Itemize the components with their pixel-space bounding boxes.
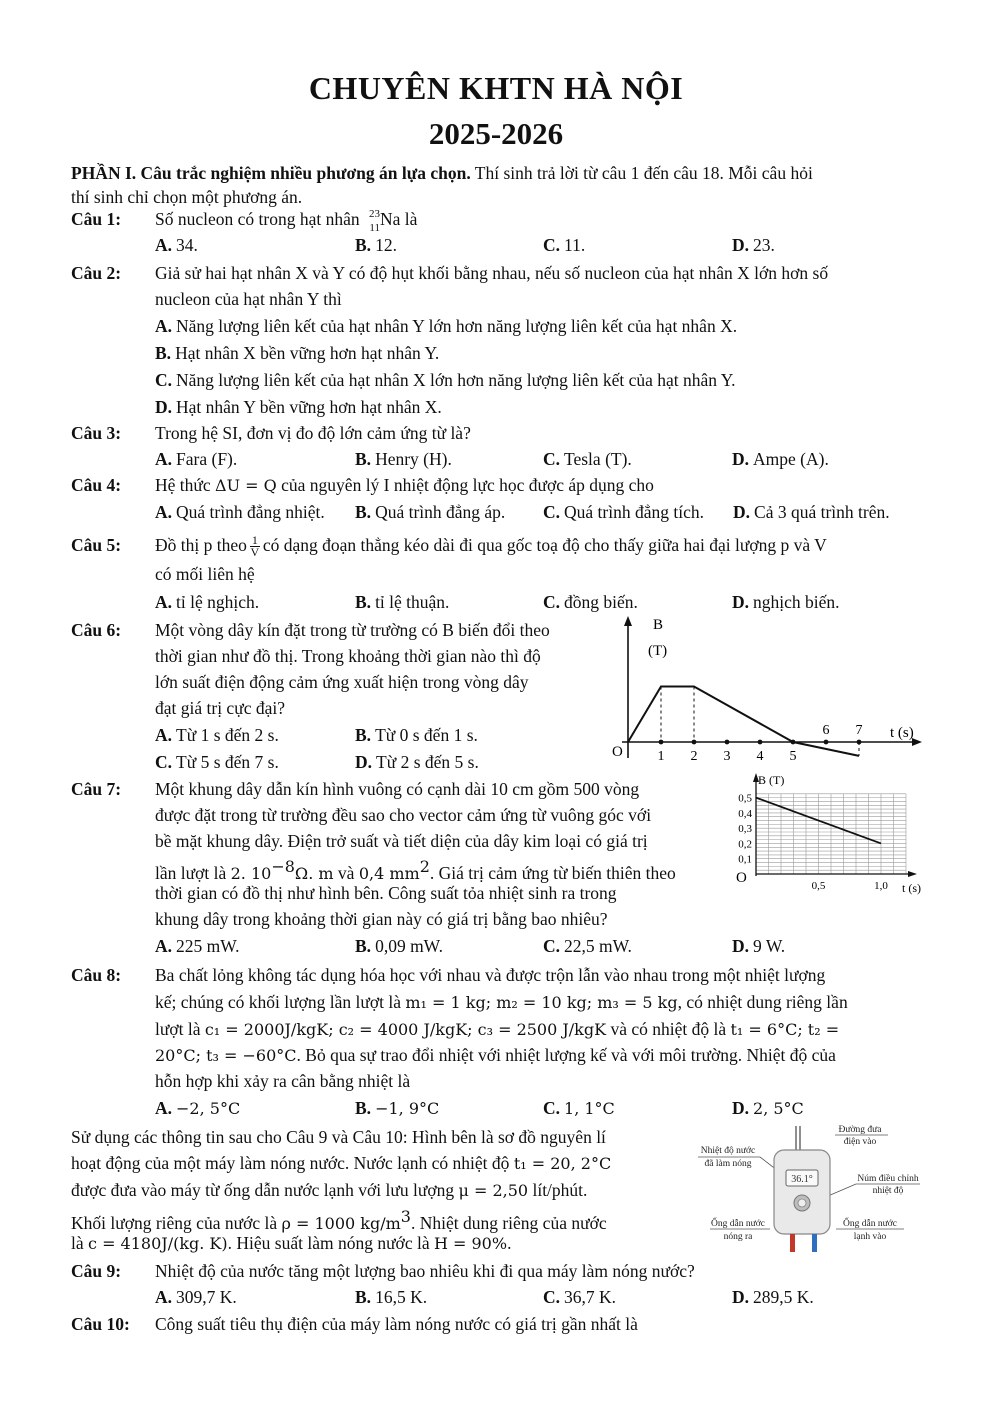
q1-text: Số nucleon có trong hạt nhân 23 11 Na là	[155, 207, 418, 234]
q5-option-c[interactable]: C. đồng biến.	[543, 592, 638, 612]
q7-text-6: khung dây trong khoảng thời gian này có giá trị bằng bao nhiêu?	[155, 909, 608, 929]
q7-label: Câu 7:	[71, 779, 122, 799]
q9-text: Nhiệt độ của nước tăng một lượng bao nhiêu khi đi qua máy làm nóng nước?	[155, 1261, 695, 1281]
q9-label: Câu 9:	[71, 1261, 122, 1281]
part1-instruction-2: thí sinh chỉ chọn một phương án.	[71, 187, 303, 207]
q9-option-b[interactable]: B. 16,5 K.	[355, 1287, 428, 1307]
q9-option-a[interactable]: A. 309,7 K.	[155, 1287, 237, 1307]
q2-option-a[interactable]: A. Năng lượng liên kết của hạt nhân Y lớn hơn năng lượng liên kết của hạt nhân X.	[155, 316, 738, 336]
heater-label-hot-1: Nhiệt độ nước	[700, 1146, 756, 1156]
q3-option-c[interactable]: C. Tesla (T).	[543, 449, 632, 469]
q10-label: Câu 10:	[71, 1314, 130, 1334]
q8-text-2: kế; chúng có khối lượng lần lượt là m₁ = 1 kg; m₂ = 10 kg; m₃ = 5 kg, có nhiệt dung riêng lần	[155, 992, 848, 1012]
shared-text-3: được đưa vào máy từ ống dẫn nước lạnh với lưu lượng μ = 2,50 lít/phút.	[71, 1180, 588, 1200]
x-tick-label: 0,5	[811, 880, 826, 892]
x-tick-label-2: 2	[690, 749, 698, 764]
q6-option-d[interactable]: D. Từ 2 s đến 5 s.	[355, 752, 479, 772]
heater-label-hot-2: đã làm nóng	[704, 1159, 752, 1169]
x-axis-label: t (s)	[902, 881, 921, 895]
y-axis-arrow-icon	[624, 616, 632, 626]
q6-option-c[interactable]: C. Từ 5 s đến 7 s.	[155, 752, 279, 772]
q8-text-3: lượt là c₁ = 2000J/kgK; c₂ = 4000 J/kgK; c₃ = 2500 J/kgK và có nhiệt độ là t₁ = 6°C; t₂ =	[155, 1019, 840, 1039]
q2-option-b[interactable]: B. Hạt nhân X bền vững hơn hạt nhân Y.	[155, 343, 440, 363]
q6-label: Câu 6:	[71, 620, 122, 640]
q6-option-b[interactable]: B. Từ 0 s đến 1 s.	[355, 725, 478, 745]
q3-option-d[interactable]: D. Ampe (A).	[732, 449, 829, 469]
q8-label: Câu 8:	[71, 965, 122, 985]
q2-label: Câu 2:	[71, 263, 122, 283]
shared-text-2: hoạt động của một máy làm nóng nước. Nước lạnh có nhiệt độ t₁ = 20, 2°C	[71, 1153, 612, 1173]
q1-option-b[interactable]: B. 12.	[355, 235, 397, 255]
q8-option-a[interactable]: A. −2, 5°C	[155, 1098, 241, 1118]
q8-text-4: 20°C; t₃ = −60°C. Bỏ qua sự trao đổi nhiệt với nhiệt lượng kế và với môi trường. Nhiệt độ của	[155, 1045, 836, 1065]
x-tick-label-5: 5	[789, 749, 797, 764]
q4-option-b[interactable]: B. Quá trình đẳng áp.	[355, 502, 506, 522]
y-tick-label: 0,5	[738, 792, 752, 805]
x-axis-label: t (s)	[890, 725, 914, 741]
q4-option-d[interactable]: D. Cả 3 quá trình trên.	[733, 502, 890, 522]
b-series-line	[628, 687, 859, 756]
q5-label: Câu 5:	[71, 535, 122, 555]
heater-label-cold-2: lạnh vào	[853, 1232, 887, 1242]
q8-option-d[interactable]: D. 2, 5°C	[732, 1098, 804, 1118]
q4-label: Câu 4:	[71, 475, 122, 495]
q7-option-b[interactable]: B. 0,09 mW.	[355, 936, 443, 956]
q7-text-3: bề mặt khung dây. Điện trở suất và tiết diện của dây kim loại có giá trị	[155, 831, 648, 851]
x-tick-dot-6	[824, 740, 829, 745]
q6-b-t-graph	[600, 612, 930, 782]
x-tick-dot-4	[758, 740, 763, 745]
q7-text-4: lần lượt là 2. $10^{-8}\Omega$. m và 0,4 $mm^2$. Giá trị cảm ứng từ biến thiên theo	[155, 857, 676, 883]
heater-body	[774, 1150, 830, 1234]
q7-option-a[interactable]: A. 225 mW.	[155, 936, 240, 956]
q8-option-b[interactable]: B. −1, 9°C	[355, 1098, 440, 1118]
y-axis-label: B (T)	[758, 773, 785, 787]
heater-label-out-2: nóng ra	[723, 1232, 753, 1242]
hot-water-outlet-pipe	[790, 1234, 795, 1252]
x-tick-label-4: 4	[756, 749, 764, 764]
q7-text-5: thời gian có đồ thị như hình bên. Công suất tỏa nhiệt sinh ra trong	[155, 883, 617, 903]
q5-option-a[interactable]: A. tỉ lệ nghịch.	[155, 592, 260, 612]
q1-label: Câu 1:	[71, 209, 122, 229]
heater-label-cold-1: Ống dẫn nước	[843, 1219, 897, 1229]
q5-text-1: Đồ thị p theo $\frac{1}{V}$ có dạng đoạn thẳng kéo dài đi qua gốc toạ độ cho thấy giữa hai đại lượng p và V	[155, 533, 827, 560]
q5-fraction: $\frac{1}{V}$	[250, 533, 260, 560]
q8-text-5: hỗn hợp khi xảy ra cân bằng nhiệt là	[155, 1071, 411, 1091]
x-tick-label-3: 3	[723, 749, 731, 764]
q3-option-a[interactable]: A. Fara (F).	[155, 449, 238, 469]
q3-text: Trong hệ SI, đơn vị đo độ lớn cảm ứng từ là?	[155, 423, 471, 443]
x-tick-label-6: 6	[822, 723, 830, 738]
q1-option-c[interactable]: C. 11.	[543, 235, 586, 255]
q3-option-b[interactable]: B. Henry (H).	[355, 449, 452, 469]
q7-text-2: được đặt trong từ trường đều sao cho vector cảm ứng từ vuông góc với	[155, 805, 652, 825]
q9-option-c[interactable]: C. 36,7 K.	[543, 1287, 617, 1307]
part1-heading: PHẦN I. Câu trắc nghiệm nhiều phương án lựa chọn.	[71, 163, 471, 183]
y-axis-label: B	[653, 617, 664, 633]
q7-b-t-graph	[718, 770, 928, 898]
origin-label: O	[736, 870, 747, 886]
q6-text-2: thời gian như đồ thị. Trong khoảng thời gian nào thì độ	[155, 646, 541, 666]
x-tick-dot-3	[725, 740, 730, 745]
q5-option-d[interactable]: D. nghịch biến.	[732, 592, 840, 612]
cold-water-inlet-pipe	[812, 1234, 817, 1252]
part1-instruction: Thí sinh trả lời từ câu 1 đến câu 18. Mỗi câu hỏi	[470, 163, 813, 183]
x-tick-label: 1,0	[874, 880, 888, 892]
heater-label-power-2: điện vào	[843, 1137, 877, 1147]
q7-option-c[interactable]: C. 22,5 mW.	[543, 936, 632, 956]
shared-text-5: là c = 4180J/(kg. K). Hiệu suất làm nóng nước là H = 90%.	[71, 1233, 512, 1253]
school-year: 2025-2026	[428, 116, 564, 151]
q2-text-1: Giả sử hai hạt nhân X và Y có độ hụt khối bằng nhau, nếu số nucleon của hạt nhân X lớn hơn số	[155, 263, 829, 283]
q8-option-c[interactable]: C. 1, 1°C	[543, 1098, 615, 1118]
q7-option-d[interactable]: D. 9 W.	[732, 936, 786, 956]
q2-option-c[interactable]: C. Năng lượng liên kết của hạt nhân X lớn hơn năng lượng liên kết của hạt nhân Y.	[155, 370, 736, 390]
part1-heading-line	[71, 160, 813, 186]
q5-text-2: có mối liên hệ	[155, 564, 255, 584]
q4-option-a[interactable]: A. Quá trình đẳng nhiệt.	[155, 502, 325, 522]
x-tick-label-1: 1	[657, 749, 665, 764]
q9-option-d[interactable]: D. 289,5 K.	[732, 1287, 814, 1307]
q1-nuclide: 23 11	[368, 207, 380, 234]
y-axis-unit: (T)	[648, 643, 668, 659]
heater-label-knob-1: Núm điều chỉnh	[857, 1174, 919, 1184]
y-tick-label: 0,2	[738, 838, 752, 851]
y-tick-label: 0,4	[738, 807, 752, 820]
q6-text-3: lớn suất điện động cảm ứng xuất hiện trong vòng dây	[155, 672, 529, 692]
q6-option-a[interactable]: A. Từ 1 s đến 2 s.	[155, 725, 279, 745]
water-heater-diagram	[690, 1120, 930, 1258]
q2-text-2: nucleon của hạt nhân Y thì	[155, 289, 342, 309]
school-title: CHUYÊN KHTN HÀ NỘI	[308, 70, 684, 106]
q7-text-1: Một khung dây dẫn kín hình vuông có cạnh dài 10 cm gồm 500 vòng	[155, 779, 640, 799]
q8-text-1: Ba chất lỏng không tác dụng hóa học với nhau và được trộn lẫn vào nhau trong một nhiệt lượng	[155, 965, 826, 985]
q3-label: Câu 3:	[71, 423, 122, 443]
q2-option-d[interactable]: D. Hạt nhân Y bền vững hơn hạt nhân X.	[155, 397, 442, 417]
q4-option-c[interactable]: C. Quá trình đẳng tích.	[543, 502, 704, 522]
q6-text-4: đạt giá trị cực đại?	[155, 698, 285, 718]
shared-text-4: Khối lượng riêng của nước là ρ = 1000 $kg/m^3$. Nhiệt dung riêng của nước	[71, 1207, 607, 1233]
origin-label: O	[612, 744, 623, 760]
heater-label-out-1: Ống dẫn nước	[711, 1219, 765, 1229]
q4-text: Hệ thức ΔU = Q của nguyên lý I nhiệt động lực học được áp dụng cho	[155, 475, 654, 495]
q1-option-a[interactable]: A. 34.	[155, 235, 198, 255]
q10-text: Công suất tiêu thụ điện của máy làm nóng nước có giá trị gần nhất là	[155, 1314, 638, 1334]
y-tick-label: 0,1	[738, 853, 752, 866]
q5-option-b[interactable]: B. tỉ lệ thuận.	[355, 592, 450, 612]
heater-label-power-1: Đường đưa	[838, 1125, 882, 1135]
heater-display-value: 36.1°	[791, 1174, 813, 1185]
q6-text-1: Một vòng dây kín đặt trong từ trường có B biến đổi theo	[155, 620, 550, 640]
shared-text-1: Sử dụng các thông tin sau cho Câu 9 và Câu 10: Hình bên là sơ đồ nguyên lí	[71, 1127, 606, 1147]
y-tick-label: 0,3	[738, 823, 752, 836]
heater-label-knob-2: nhiệt độ	[872, 1186, 904, 1196]
x-axis-arrow-icon	[908, 871, 917, 877]
q1-option-d[interactable]: D. 23.	[732, 235, 775, 255]
x-tick-label-7: 7	[855, 723, 863, 738]
